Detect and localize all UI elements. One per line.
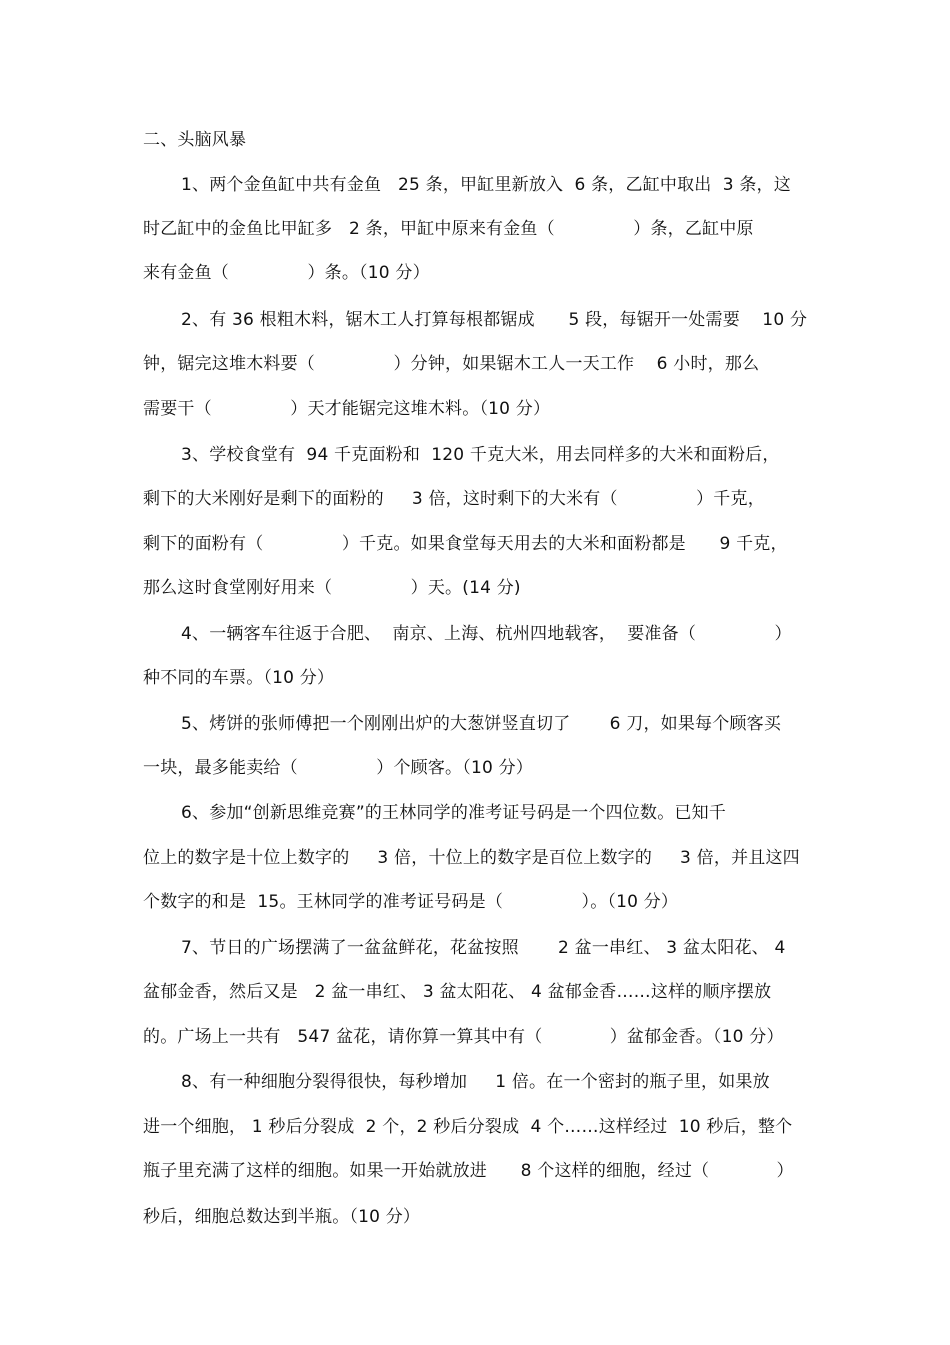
question-1-line-2: 时乙缸中的金鱼比甲缸多 2 条，甲缸中原来有金鱼（ ）条，乙缸中原	[143, 219, 754, 239]
question-7-line-3: 的。广场上一共有 547 盆花，请你算一算其中有（ ）盆郁金香。（10 分）	[143, 1027, 784, 1047]
question-8-line-3: 瓶子里充满了这样的细胞。如果一开始就放进 8 个这样的细胞，经过（ ）	[143, 1161, 794, 1181]
section-title: 二、头脑风暴	[143, 130, 247, 150]
question-3-line-2: 剩下的大米刚好是剩下的面粉的 3 倍，这时剩下的大米有（ ）千克，	[143, 489, 765, 509]
question-2-line-1: 2、有 36 根粗木料，锯木工人打算每根都锯成 5 段，每锯开一处需要 10 分	[181, 310, 808, 330]
question-5-line-1: 5、烤饼的张师傅把一个刚刚出炉的大葱饼竖直切了 6 刀，如果每个顾客买	[181, 714, 782, 734]
question-3-line-3: 剩下的面粉有（ ）千克。如果食堂每天用去的大米和面粉都是 9 千克，	[143, 534, 788, 554]
question-4-line-1: 4、一辆客车往返于合肥、 南京、上海、杭州四地载客， 要准备（ ）	[181, 624, 792, 644]
question-1-line-1: 1、两个金鱼缸中共有金鱼 25 条，甲缸里新放入 6 条，乙缸中取出 3 条，这	[181, 175, 791, 195]
question-3-line-1: 3、学校食堂有 94 千克面粉和 120 千克大米，用去同样多的大米和面粉后，	[181, 445, 780, 465]
question-3-line-4: 那么这时食堂刚好用来（ ）天。(14 分)	[143, 578, 521, 598]
question-8-line-2: 进一个细胞， 1 秒后分裂成 2 个，2 秒后分裂成 4 个……这样经过 10 秒后，整个	[143, 1117, 793, 1137]
question-4-line-2: 种不同的车票。（10 分）	[143, 668, 335, 688]
question-2-line-3: 需要干（ ）天才能锯完这堆木料。（10 分）	[143, 399, 551, 419]
question-8-line-1: 8、有一种细胞分裂得很快，每秒增加 1 倍。在一个密封的瓶子里，如果放	[181, 1072, 770, 1092]
question-8-line-4: 秒后，细胞总数达到半瓶。（10 分）	[143, 1207, 421, 1227]
question-6-line-2: 位上的数字是十位上数字的 3 倍，十位上的数字是百位上数字的 3 倍，并且这四	[143, 848, 800, 868]
question-1-line-3: 来有金鱼（ ）条。（10 分）	[143, 263, 430, 283]
question-7-line-1: 7、节日的广场摆满了一盆盆鲜花，花盆按照 2 盆一串红、 3 盆太阳花、 4	[181, 938, 786, 958]
question-2-line-2: 钟，锯完这堆木料要（ ）分钟，如果锯木工人一天工作 6 小时，那么	[143, 354, 760, 374]
question-7-line-2: 盆郁金香，然后又是 2 盆一串红、 3 盆太阳花、 4 盆郁金香……这样的顺序摆放	[143, 982, 772, 1002]
question-6-line-3: 个数字的和是 15。王林同学的准考证号码是（ ）。（10 分）	[143, 892, 679, 912]
question-6-line-1: 6、参加“创新思维竞赛”的王林同学的准考证号码是一个四位数。已知千	[181, 803, 727, 823]
question-5-line-2: 一块，最多能卖给（ ）个顾客。（10 分）	[143, 758, 533, 778]
